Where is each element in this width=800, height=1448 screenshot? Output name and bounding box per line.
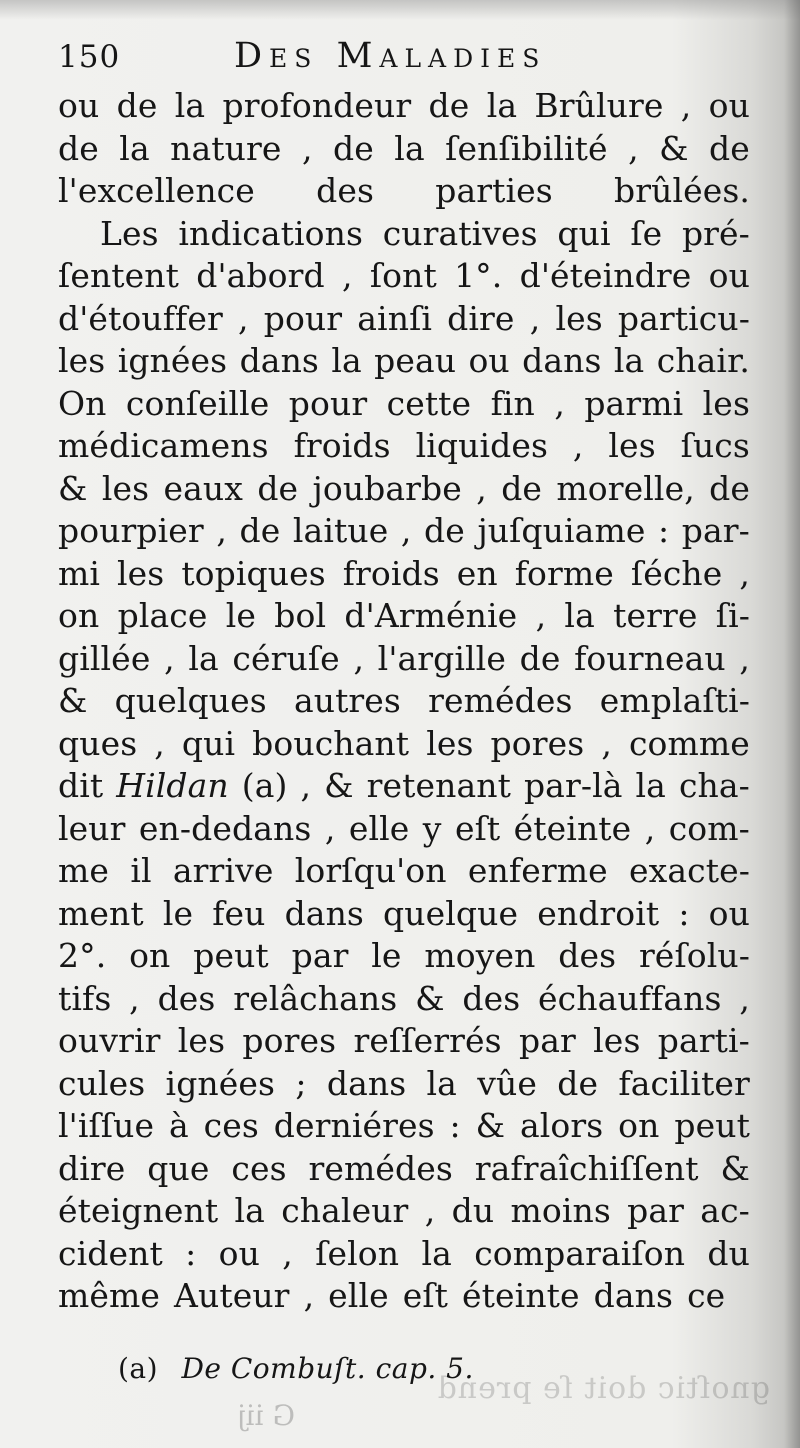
text-word: parti- bbox=[657, 1021, 750, 1060]
text-line bbox=[58, 1148, 750, 1191]
text-word: enferme bbox=[467, 851, 608, 890]
text-word: laitue bbox=[292, 511, 389, 550]
text-word: les bbox=[101, 468, 150, 508]
text-word: de bbox=[501, 468, 543, 508]
text-word: alors bbox=[519, 1106, 604, 1145]
text-word: ou bbox=[58, 86, 100, 125]
text-word: Hildan bbox=[116, 766, 229, 805]
text-word: endroit bbox=[537, 893, 660, 933]
text-word: leur bbox=[58, 808, 126, 848]
text-word: les bbox=[593, 1021, 641, 1060]
text-word: par bbox=[627, 1191, 685, 1230]
text-word: du bbox=[707, 1233, 750, 1273]
text-word: des bbox=[316, 171, 374, 210]
text-word: médicamens bbox=[58, 426, 269, 465]
text-word: , bbox=[324, 808, 336, 848]
text-word: de bbox=[709, 128, 750, 168]
text-word: pourpier bbox=[58, 511, 204, 550]
text-word: ques bbox=[58, 723, 138, 763]
text-line bbox=[58, 425, 750, 468]
page-number: 150 bbox=[58, 39, 121, 75]
text-line bbox=[58, 638, 750, 681]
text-word: quelque bbox=[383, 893, 519, 933]
text-line bbox=[58, 383, 750, 426]
text-word: les bbox=[117, 553, 165, 593]
text-word: cette bbox=[386, 383, 472, 423]
text-line bbox=[58, 128, 750, 171]
text-word: la bbox=[331, 341, 362, 380]
text-word: : bbox=[449, 1106, 461, 1145]
text-line bbox=[58, 850, 750, 893]
text-word: peut bbox=[193, 936, 269, 975]
text-word: bol bbox=[274, 596, 327, 635]
text-word: place bbox=[117, 596, 208, 635]
text-word: relâchans bbox=[233, 978, 398, 1018]
text-word: , bbox=[572, 426, 584, 465]
text-word: chaleur bbox=[281, 1191, 409, 1230]
text-word: à bbox=[168, 1106, 189, 1145]
text-word: l'argille bbox=[377, 638, 506, 678]
text-line bbox=[58, 170, 750, 213]
text-word: morelle, bbox=[556, 468, 695, 508]
text-word: lorſqu'on bbox=[294, 851, 447, 890]
text-word: moins bbox=[510, 1191, 611, 1230]
text-word: le bbox=[371, 936, 402, 975]
text-word: du bbox=[451, 1191, 495, 1230]
text-word: ſéche bbox=[630, 553, 723, 593]
text-word: & bbox=[415, 978, 445, 1018]
text-word: de bbox=[116, 86, 158, 125]
text-word: le bbox=[225, 596, 257, 635]
text-word: feu bbox=[212, 893, 266, 933]
text-word: de bbox=[58, 128, 99, 168]
text-word: joubarbe bbox=[312, 468, 462, 508]
text-word: même bbox=[58, 1276, 161, 1315]
text-line bbox=[58, 298, 750, 341]
text-word: de bbox=[428, 86, 470, 125]
text-word: on bbox=[129, 936, 171, 975]
text-word: topiques bbox=[181, 553, 326, 593]
text-word: d'abord bbox=[196, 256, 325, 295]
text-line bbox=[58, 213, 750, 256]
text-word: Les bbox=[100, 213, 159, 253]
text-word: remédes bbox=[428, 681, 573, 720]
text-word: , bbox=[535, 596, 547, 635]
text-word: , bbox=[216, 511, 227, 550]
text-word: l'iſſue bbox=[58, 1106, 155, 1145]
reverse-page-show-through: gnoſtic doit ſe prend bbox=[436, 1371, 770, 1406]
text-word: dit bbox=[58, 766, 104, 805]
text-word: fourneau bbox=[574, 638, 726, 678]
signature-mark-show-through: G iij bbox=[237, 1399, 295, 1432]
text-word: ſentent bbox=[58, 256, 180, 295]
text-word: , bbox=[476, 468, 487, 508]
text-line bbox=[58, 978, 750, 1021]
text-word: cident bbox=[58, 1233, 163, 1273]
text-word: on bbox=[58, 596, 100, 635]
text-word: froids bbox=[293, 426, 391, 465]
text-word: d'Arménie bbox=[344, 596, 518, 635]
text-word: dire bbox=[447, 298, 515, 338]
text-word: y bbox=[422, 808, 442, 848]
text-word: elle bbox=[348, 808, 410, 848]
text-word: ces bbox=[203, 1106, 259, 1145]
text-word: , bbox=[301, 128, 313, 168]
text-word: ou bbox=[708, 86, 750, 125]
text-line bbox=[58, 765, 750, 808]
text-word: peau bbox=[374, 341, 457, 380]
text-line bbox=[58, 893, 750, 936]
text-word: arrive bbox=[172, 851, 274, 890]
text-word: ainſi bbox=[357, 298, 433, 338]
text-word: qui bbox=[557, 213, 611, 253]
text-word: , bbox=[154, 723, 165, 763]
text-word: , bbox=[601, 723, 612, 763]
text-word: eſt bbox=[402, 1276, 449, 1315]
text-word: éteinte bbox=[462, 1276, 580, 1315]
text-word: & bbox=[475, 1106, 506, 1145]
text-word: la bbox=[613, 341, 645, 380]
text-word: ſucs bbox=[680, 426, 750, 465]
text-word: dans bbox=[593, 1276, 674, 1315]
text-word: 1°. bbox=[454, 256, 503, 295]
text-word: les bbox=[608, 426, 656, 465]
text-word: emplaſti- bbox=[599, 681, 750, 720]
text-word: , bbox=[282, 1233, 293, 1273]
text-word: ou bbox=[708, 893, 750, 933]
body-text bbox=[58, 85, 750, 1318]
text-word: cules bbox=[58, 1063, 146, 1103]
text-word: la bbox=[394, 128, 425, 168]
text-word: comparaiſon bbox=[474, 1233, 686, 1273]
text-word: , bbox=[164, 638, 175, 678]
text-word: qui bbox=[181, 723, 236, 763]
text-word: Auteur bbox=[174, 1276, 290, 1315]
text-line bbox=[58, 1275, 750, 1318]
text-word: ignées bbox=[165, 1063, 276, 1103]
text-word: , bbox=[424, 1191, 436, 1230]
text-word: brûlées. bbox=[614, 171, 750, 210]
text-word: ment bbox=[58, 893, 144, 933]
text-word: : bbox=[185, 1233, 197, 1273]
text-word: & bbox=[720, 1148, 750, 1188]
text-word: la bbox=[174, 86, 206, 125]
text-word: conſeille bbox=[125, 383, 270, 423]
text-word: moyen bbox=[424, 936, 536, 975]
text-word: de bbox=[239, 511, 281, 550]
text-line bbox=[58, 808, 750, 851]
text-word: , bbox=[739, 638, 750, 678]
text-line bbox=[58, 680, 750, 723]
text-word: de bbox=[709, 468, 750, 508]
text-line bbox=[58, 510, 750, 553]
text-line bbox=[58, 723, 750, 766]
text-line bbox=[58, 553, 750, 596]
text-word: de bbox=[424, 511, 465, 550]
text-word: , bbox=[739, 553, 750, 593]
text-word: quelques bbox=[114, 681, 267, 720]
text-word: curatives bbox=[382, 213, 538, 253]
text-word: la bbox=[234, 1191, 265, 1230]
text-word: par bbox=[291, 936, 349, 975]
text-word: ac- bbox=[700, 1191, 750, 1230]
text-word: d'éteindre bbox=[519, 256, 692, 295]
text-word: d'étouffer bbox=[58, 298, 223, 338]
text-word: ces bbox=[231, 1148, 287, 1188]
text-word: , bbox=[129, 978, 140, 1018]
text-line bbox=[58, 255, 750, 298]
text-word: pour bbox=[263, 298, 343, 338]
text-word: comme bbox=[628, 723, 750, 763]
text-word: de bbox=[333, 128, 374, 168]
text-word: fin bbox=[490, 383, 535, 423]
text-word: pores bbox=[490, 723, 585, 763]
text-word: ſont bbox=[369, 256, 437, 295]
text-word: , bbox=[237, 298, 249, 338]
text-line bbox=[58, 85, 750, 128]
text-word: les bbox=[426, 723, 474, 763]
text-word: nature bbox=[170, 128, 282, 168]
running-title: Des Maladies bbox=[234, 36, 547, 76]
text-line bbox=[58, 935, 750, 978]
text-word: profondeur bbox=[222, 86, 412, 125]
text-word: parties bbox=[435, 171, 553, 210]
text-word: ſi- bbox=[715, 596, 750, 635]
text-word: forme bbox=[514, 553, 614, 593]
text-word: des bbox=[157, 978, 216, 1018]
text-word: , bbox=[303, 1276, 315, 1315]
text-word: en bbox=[456, 553, 498, 593]
text-word: , bbox=[529, 298, 541, 338]
text-word: la bbox=[188, 638, 219, 678]
text-line bbox=[58, 595, 750, 638]
text-word: la bbox=[426, 1063, 457, 1103]
text-word: dans bbox=[284, 893, 364, 933]
text-word: en-dedans bbox=[138, 808, 312, 848]
text-word: ; bbox=[295, 1063, 307, 1103]
text-word: , bbox=[341, 256, 353, 295]
text-line bbox=[58, 468, 750, 511]
text-word: gillée bbox=[58, 638, 151, 678]
footnote bbox=[118, 1352, 474, 1385]
text-word: réſolu- bbox=[638, 936, 750, 975]
text-word: : bbox=[678, 893, 690, 933]
text-word: On bbox=[58, 383, 107, 423]
text-word: Brûlure bbox=[534, 86, 664, 125]
text-word: ou bbox=[218, 1233, 260, 1273]
text-word: , bbox=[300, 766, 312, 805]
text-word: , bbox=[628, 128, 639, 168]
text-word: céruſe bbox=[232, 638, 340, 678]
text-word: elle bbox=[328, 1276, 389, 1315]
text-word: & bbox=[58, 681, 88, 720]
text-word: la bbox=[421, 1233, 452, 1273]
text-line bbox=[58, 340, 750, 383]
text-word: liquides bbox=[415, 426, 548, 465]
text-word: derniéres bbox=[273, 1106, 435, 1145]
text-word: pré- bbox=[681, 213, 750, 253]
text-word: retenant bbox=[366, 766, 511, 805]
text-word: exacte- bbox=[629, 851, 750, 890]
text-word: dans bbox=[326, 1063, 407, 1103]
text-word: juſquiame bbox=[477, 511, 646, 550]
text-word: eſt bbox=[454, 808, 501, 848]
text-word: éteinte bbox=[513, 808, 632, 848]
text-word: bouchant bbox=[252, 723, 410, 763]
text-word: des bbox=[558, 936, 617, 975]
text-word: les bbox=[555, 298, 603, 338]
text-word: me bbox=[58, 851, 110, 890]
text-word: il bbox=[130, 851, 152, 890]
text-word: de bbox=[557, 1063, 599, 1103]
text-word: com- bbox=[668, 808, 750, 848]
text-word: que bbox=[147, 1148, 210, 1188]
text-word: pour bbox=[288, 383, 368, 423]
text-word: de bbox=[519, 638, 561, 678]
text-word: ou bbox=[468, 341, 510, 380]
text-word: de bbox=[257, 468, 299, 508]
text-word: peut bbox=[674, 1106, 750, 1145]
text-word: dire bbox=[58, 1148, 126, 1188]
text-word: éteignent bbox=[58, 1191, 219, 1230]
text-word: ſenſibilité bbox=[445, 128, 608, 168]
text-word: vûe bbox=[477, 1063, 537, 1103]
text-word: , bbox=[400, 511, 412, 550]
text-word: par bbox=[518, 1021, 576, 1060]
text-line bbox=[58, 1233, 750, 1276]
text-word: : bbox=[658, 511, 670, 550]
text-line bbox=[58, 1105, 750, 1148]
text-word: particu- bbox=[617, 298, 750, 338]
text-word: par-là bbox=[523, 766, 623, 805]
text-word: , bbox=[554, 383, 565, 423]
text-word: des bbox=[462, 978, 521, 1018]
text-word: on bbox=[618, 1106, 660, 1145]
footnote-reference: (a) bbox=[118, 1352, 159, 1385]
text-word: par- bbox=[681, 511, 750, 550]
text-word: , bbox=[739, 978, 750, 1018]
text-word: l'excellence bbox=[58, 171, 255, 210]
text-word: 2°. bbox=[58, 936, 107, 975]
text-word: indications bbox=[178, 213, 363, 253]
text-word: tifs bbox=[58, 978, 112, 1018]
text-word: ignées bbox=[117, 341, 228, 380]
text-word: ou bbox=[708, 256, 750, 295]
text-word: les bbox=[702, 383, 750, 423]
text-word: autres bbox=[293, 681, 401, 720]
text-word: les bbox=[58, 341, 106, 380]
text-word: échauffans bbox=[538, 978, 722, 1018]
text-word: , bbox=[353, 638, 365, 678]
text-word: le bbox=[162, 893, 194, 933]
text-word: reſſerrés bbox=[353, 1021, 502, 1060]
text-word: eaux bbox=[163, 468, 243, 508]
text-word: dans bbox=[522, 341, 602, 380]
text-line bbox=[58, 1190, 750, 1233]
text-word: la bbox=[119, 128, 150, 168]
text-word: & bbox=[324, 766, 354, 805]
text-word: ouvrir bbox=[58, 1021, 161, 1060]
text-word: (a) bbox=[241, 766, 288, 805]
text-word: ce bbox=[687, 1276, 726, 1315]
text-word: , bbox=[644, 808, 656, 848]
text-word: & bbox=[58, 468, 88, 508]
footnote-source: De Combuſt. cap. 5. bbox=[181, 1352, 474, 1385]
text-word: & bbox=[659, 128, 689, 168]
text-word: cha- bbox=[678, 766, 750, 805]
text-word: les bbox=[177, 1021, 226, 1060]
text-word: mi bbox=[58, 553, 101, 593]
text-word: faciliter bbox=[618, 1063, 750, 1103]
text-word: la bbox=[635, 766, 666, 805]
text-word: rafraîchiſſent bbox=[474, 1148, 699, 1188]
text-word: chair. bbox=[656, 341, 750, 380]
text-word: froids bbox=[342, 553, 440, 593]
text-word: parmi bbox=[584, 383, 684, 423]
text-word: pores bbox=[242, 1021, 337, 1060]
text-word: terre bbox=[613, 596, 698, 635]
text-word: la bbox=[486, 86, 518, 125]
text-word: la bbox=[564, 596, 595, 635]
text-word: remédes bbox=[308, 1148, 453, 1188]
text-line bbox=[58, 1063, 750, 1106]
text-line bbox=[58, 1020, 750, 1063]
text-word: , bbox=[680, 86, 692, 125]
text-word: ſe bbox=[630, 213, 663, 253]
text-word: dans bbox=[239, 341, 319, 380]
text-word: ſelon bbox=[315, 1233, 400, 1273]
